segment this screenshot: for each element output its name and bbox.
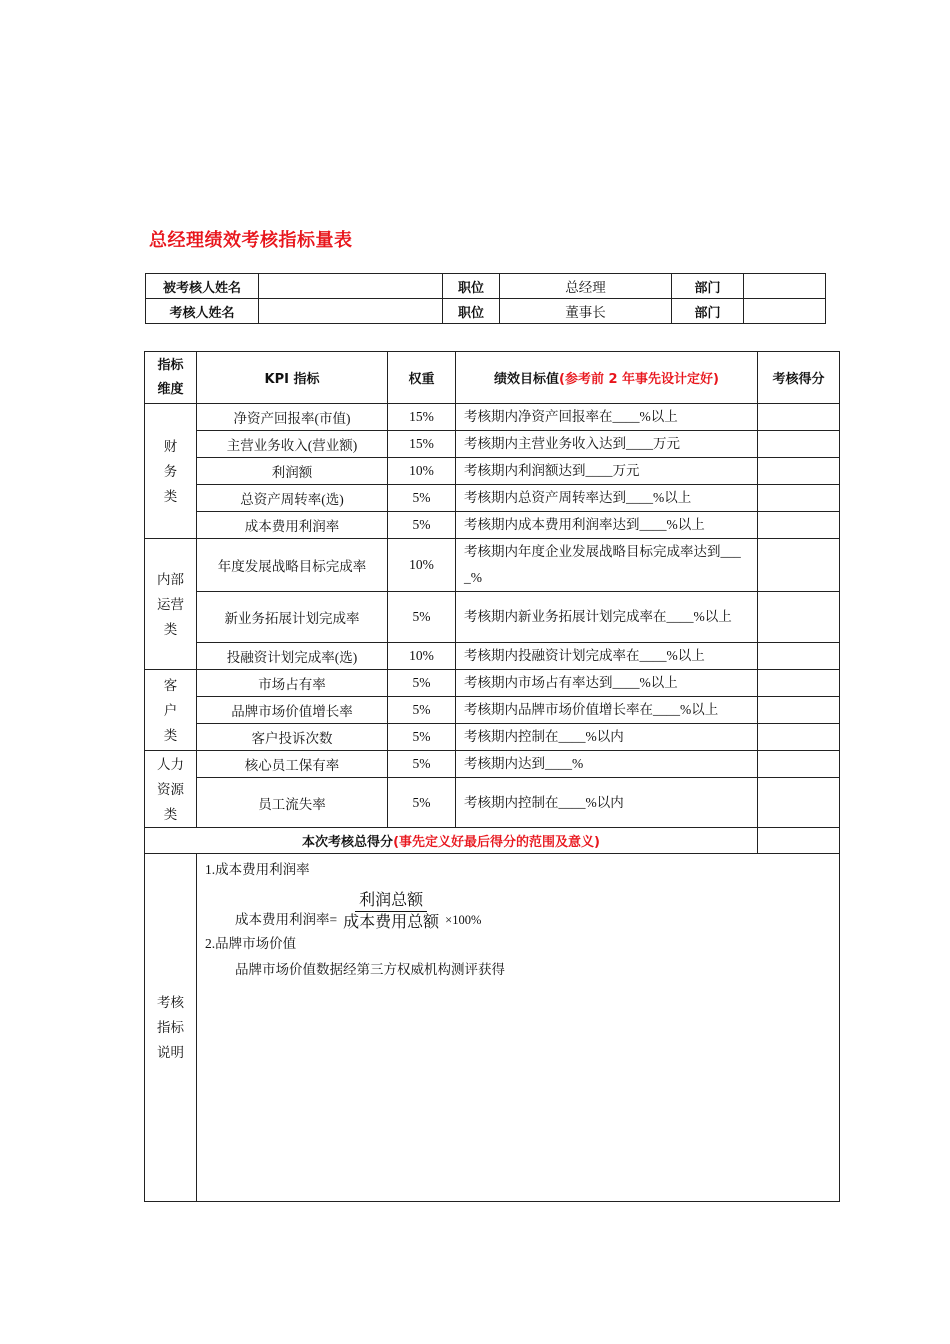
kpi-target: 考核期内达到____% [456,751,758,778]
kpi-target: 考核期内控制在____%以内 [456,724,758,751]
table-row [145,751,840,778]
table-row [145,539,840,592]
dimension-text: 户 [163,702,178,718]
dimension-text: 资源 [157,781,184,797]
kpi-score-field[interactable] [758,697,840,724]
dimension-text: 运营 [157,596,184,612]
kpi-name: 投融资计划完成率(选) [197,643,388,670]
dimension-text: 财 [163,438,178,454]
kpi-name: 员工流失率 [197,778,388,828]
dimension-text: 人力 [157,756,184,772]
kpi-target: 考核期内投融资计划完成率在____%以上 [456,643,758,670]
kpi-name: 品牌市场价值增长率 [197,697,388,724]
assessor-position-value: 董事长 [500,299,672,324]
table-row [145,512,840,539]
formula [205,884,831,932]
notes-label-text: 考核 [157,995,184,1010]
kpi-score-field[interactable] [758,724,840,751]
dimension-text: 内部 [157,571,184,587]
kpi-target: 考核期内净资产回报率在____%以上 [456,404,758,431]
dimension-text: 类 [163,806,178,822]
table-row [145,404,840,431]
kpi-name: 主营业务收入(营业额) [197,431,388,458]
kpi-name: 利润额 [197,458,388,485]
kpi-score-field[interactable] [758,751,840,778]
department-label: 部门 [672,299,744,324]
kpi-score-field[interactable] [758,512,840,539]
dimension-cell-finance [145,404,197,539]
header-weight: 权重 [388,352,456,404]
kpi-name: 成本费用利润率 [197,512,388,539]
kpi-header-row [145,352,840,404]
header-dimension-line2: 维度 [157,381,184,397]
header-target [456,352,758,404]
dimension-text: 类 [163,727,178,743]
header-kpi: KPI 指标 [197,352,388,404]
kpi-score-field[interactable] [758,485,840,512]
kpi-weight: 5% [388,512,456,539]
kpi-name: 客户投诉次数 [197,724,388,751]
kpi-score-field[interactable] [758,539,840,592]
dimension-text: 类 [163,621,178,637]
table-row [145,724,840,751]
kpi-target: 考核期内主营业务收入达到____万元 [456,431,758,458]
table-row [145,670,840,697]
dimension-cell-customer [145,670,197,751]
total-score-row [145,828,840,854]
total-label-note: (事先定义好最后得分的范围及意义) [393,835,600,850]
table-row [145,778,840,828]
kpi-name: 核心员工保有率 [197,751,388,778]
kpi-weight: 10% [388,643,456,670]
header-target-note: (参考前 2 年事先设计定好) [559,372,719,387]
notes-row [145,854,840,1202]
kpi-target: 考核期内品牌市场价值增长率在____%以上 [456,697,758,724]
kpi-score-field[interactable] [758,431,840,458]
kpi-weight: 5% [388,697,456,724]
formula-numerator: 利润总额 [355,889,427,912]
assessee-department-field[interactable] [744,274,826,299]
kpi-weight: 5% [388,670,456,697]
dimension-cell-operations [145,539,197,670]
kpi-target: 考核期内利润额达到____万元 [456,458,758,485]
kpi-target: 考核期内新业务拓展计划完成率在____%以上 [456,592,758,643]
kpi-name: 市场占有率 [197,670,388,697]
position-label: 职位 [443,299,500,324]
table-row [145,592,840,643]
header-dimension [145,352,197,404]
total-score-field[interactable] [758,828,840,854]
kpi-weight: 10% [388,539,456,592]
formula-fraction [339,889,443,932]
dimension-text: 务 [163,463,178,479]
info-row-assessee [146,274,826,299]
info-row-assessor [146,299,826,324]
formula-denominator: 成本费用总额 [343,912,440,931]
kpi-target: 考核期内控制在____%以内 [456,778,758,828]
kpi-weight: 5% [388,778,456,828]
dimension-cell-hr [145,751,197,828]
header-target-main: 绩效目标值 [494,372,560,387]
position-label: 职位 [443,274,500,299]
kpi-score-field[interactable] [758,404,840,431]
kpi-target: 考核期内总资产周转率达到____%以上 [456,485,758,512]
kpi-score-field[interactable] [758,643,840,670]
kpi-weight: 5% [388,724,456,751]
dimension-text: 客 [163,677,178,693]
kpi-score-field[interactable] [758,592,840,643]
dimension-text: 类 [163,488,178,504]
kpi-target: 考核期内成本费用利润率达到____%以上 [456,512,758,539]
kpi-weight: 5% [388,751,456,778]
note-item-2: 2.品牌市场价值 [205,936,297,951]
kpi-name: 年度发展战略目标完成率 [197,539,388,592]
assessee-name-field[interactable] [259,274,443,299]
notes-label-cell [145,854,197,1202]
assessor-department-field[interactable] [744,299,826,324]
kpi-weight: 5% [388,485,456,512]
total-score-label [145,828,758,854]
kpi-score-field[interactable] [758,458,840,485]
kpi-weight: 5% [388,592,456,643]
kpi-score-field[interactable] [758,778,840,828]
note-item-1: 1.成本费用利润率 [205,862,310,877]
header-dimension-line1: 指标 [157,357,184,373]
notes-label-text: 指标 [157,1020,184,1035]
person-info-table [145,273,826,324]
note-item-2-text: 品牌市场价值数据经第三方权威机构测评获得 [235,962,505,977]
notes-label-text: 说明 [157,1045,184,1060]
header-score: 考核得分 [758,352,840,404]
kpi-score-field[interactable] [758,670,840,697]
table-row [145,485,840,512]
table-row [145,458,840,485]
kpi-target: 考核期内市场占有率达到____%以上 [456,670,758,697]
assessee-name-label: 被考核人姓名 [146,274,259,299]
kpi-weight: 15% [388,431,456,458]
kpi-weight: 15% [388,404,456,431]
assessor-name-label: 考核人姓名 [146,299,259,324]
kpi-table [144,351,840,1202]
assessor-name-field[interactable] [259,299,443,324]
table-row [145,643,840,670]
kpi-target: 考核期内年度企业发展战略目标完成率达到____% [456,539,758,592]
page-title: 总经理绩效考核指标量表 [149,230,353,251]
assessee-position-value: 总经理 [500,274,672,299]
kpi-weight: 10% [388,458,456,485]
kpi-name: 总资产周转率(选) [197,485,388,512]
formula-suffix: ×100% [445,913,482,927]
kpi-name: 新业务拓展计划完成率 [197,592,388,643]
table-row [145,697,840,724]
department-label: 部门 [672,274,744,299]
formula-prefix: 成本费用利润率= [235,912,338,927]
kpi-name: 净资产回报率(市值) [197,404,388,431]
table-row [145,431,840,458]
notes-content [197,854,840,1202]
total-label-main: 本次考核总得分 [302,835,394,850]
